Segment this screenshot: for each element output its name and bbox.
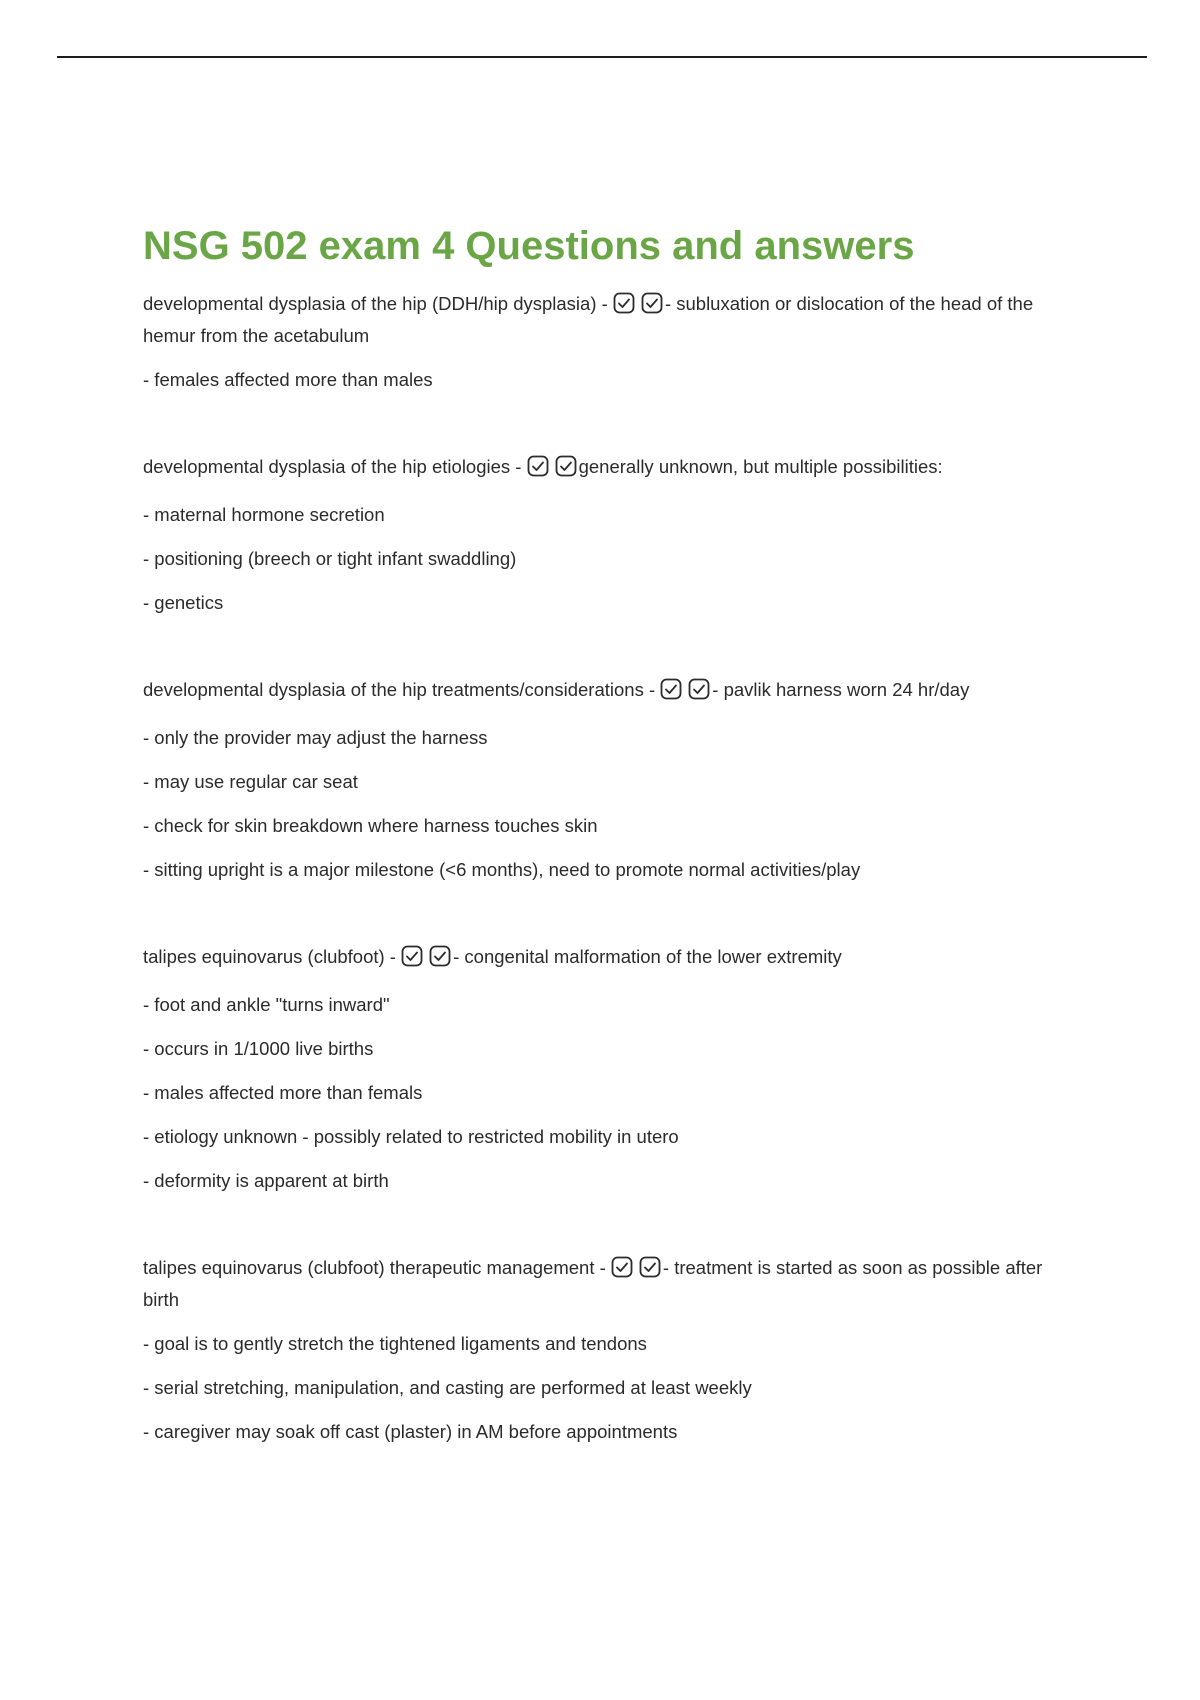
checkbox-check-icon (401, 945, 423, 967)
qa-answer: - congenital malformation of the lower extremity (453, 946, 842, 967)
qa-detail: - maternal hormone secretion (143, 504, 385, 525)
qa-item-clubfoot (143, 943, 1073, 1195)
checkbox-check-icon (613, 292, 635, 314)
qa-question: talipes equinovarus (clubfoot) - (143, 946, 402, 967)
checkbox-check-icon (527, 455, 549, 477)
checkbox-check-icon (641, 292, 663, 314)
qa-question: developmental dysplasia of the hip (DDH/hip dysplasia) - (143, 293, 613, 314)
qa-detail: - caregiver may soak off cast (plaster) in AM before appointments (143, 1421, 678, 1442)
document-body (143, 222, 1073, 1505)
qa-detail: - goal is to gently stretch the tightened ligaments and tendons (143, 1333, 647, 1354)
qa-question: developmental dysplasia of the hip etiologies - (143, 456, 527, 477)
check-pair (611, 1256, 663, 1286)
qa-answer: - subluxation or dislocation of the head of the hemur from the acetabulum (143, 293, 1034, 346)
qa-answer: - pavlik harness worn 24 hr/day (712, 679, 970, 700)
checkbox-check-icon (639, 1256, 661, 1278)
qa-heading (143, 290, 1073, 350)
qa-detail: - serial stretching, manipulation, and casting are performed at least weekly (143, 1377, 752, 1398)
qa-heading (143, 943, 1073, 975)
header-rule (57, 56, 1147, 58)
qa-detail: - sitting upright is a major milestone (<6 months), need to promote normal activities/play (143, 859, 861, 880)
qa-answer: - treatment is started as soon as possible after birth (143, 1257, 1043, 1310)
checkbox-check-icon (429, 945, 451, 967)
check-pair (660, 678, 712, 708)
qa-detail: - females affected more than males (143, 369, 433, 390)
qa-heading (143, 453, 1073, 485)
qa-detail: - genetics (143, 592, 224, 613)
document-title: NSG 502 exam 4 Questions and answers (143, 224, 915, 268)
qa-detail: - deformity is apparent at birth (143, 1170, 389, 1191)
check-pair (527, 455, 579, 485)
qa-answer: generally unknown, but multiple possibilities: (578, 456, 943, 477)
qa-heading (143, 676, 1073, 708)
qa-detail: - foot and ankle "turns inward" (143, 994, 390, 1015)
checkbox-check-icon (611, 1256, 633, 1278)
qa-detail: - positioning (breech or tight infant swaddling) (143, 548, 517, 569)
qa-heading (143, 1254, 1073, 1314)
qa-item-ddh-treatments (143, 676, 1073, 884)
checkbox-check-icon (688, 678, 710, 700)
check-pair (613, 292, 665, 322)
qa-item-ddh (143, 290, 1073, 394)
qa-question: talipes equinovarus (clubfoot) therapeutic management - (143, 1257, 611, 1278)
qa-item-ddh-etiologies (143, 453, 1073, 617)
qa-question: developmental dysplasia of the hip treatments/considerations - (143, 679, 661, 700)
qa-item-clubfoot-management (143, 1254, 1073, 1446)
checkbox-check-icon (660, 678, 682, 700)
qa-detail: - may use regular car seat (143, 771, 358, 792)
qa-detail: - etiology unknown - possibly related to restricted mobility in utero (143, 1126, 679, 1147)
qa-detail: - check for skin breakdown where harness touches skin (143, 815, 598, 836)
qa-detail: - only the provider may adjust the harness (143, 727, 488, 748)
qa-detail: - males affected more than femals (143, 1082, 423, 1103)
checkbox-check-icon (555, 455, 577, 477)
qa-detail: - occurs in 1/1000 live births (143, 1038, 374, 1059)
check-pair (401, 945, 453, 975)
